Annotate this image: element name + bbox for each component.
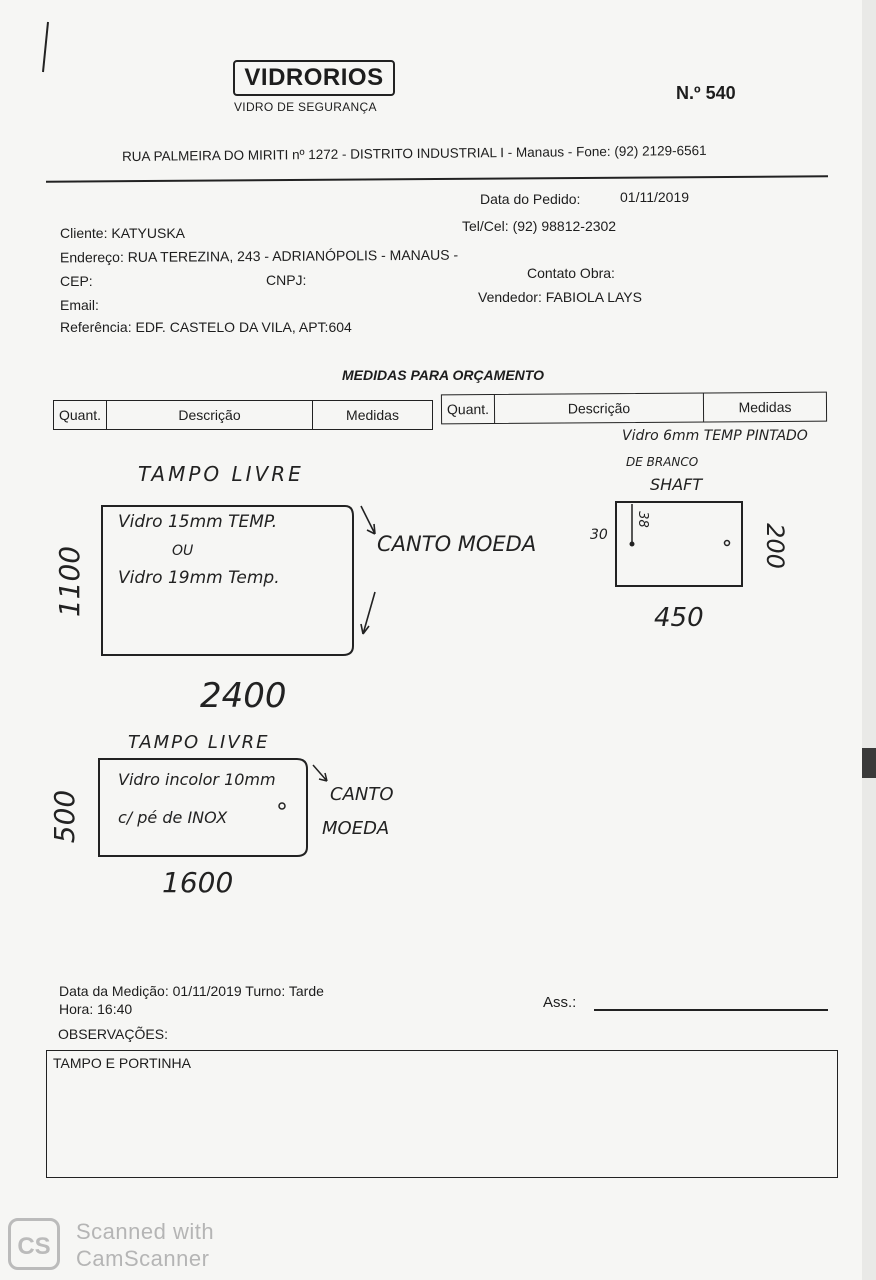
item3-desc-line1: Vidro 6mm TEMP PINTADO	[622, 428, 808, 444]
company-tagline: VIDRO DE SEGURANÇA	[234, 100, 377, 114]
watermark-line2: CamScanner	[76, 1246, 210, 1271]
item3-desc-line3: SHAFT	[650, 475, 703, 494]
item2-width: 1600	[162, 866, 234, 899]
observations-box	[46, 1050, 838, 1178]
item2-corner-note-a: CANTO	[330, 784, 394, 805]
table-header-right	[441, 392, 827, 425]
item2-corner-note-b: MOEDA	[322, 818, 390, 839]
item2-height: 500	[48, 789, 82, 844]
item1-desc-line1: Vidro 15mm TEMP.	[118, 512, 278, 532]
measurement-date: Data da Medição: 01/11/2019 Turno: Tarde	[59, 983, 324, 999]
phone-field: Tel/Cel: (92) 98812-2302	[462, 218, 617, 234]
measurement-hour: Hora: 16:40	[59, 1001, 133, 1017]
item1-desc-line3: Vidro 19mm Temp.	[118, 568, 280, 588]
item1-title: TAMPO LIVRE	[138, 462, 304, 486]
cep-field: CEP:	[60, 273, 93, 289]
observations-label: OBSERVAÇÕES:	[58, 1026, 168, 1042]
header-quantity: Quant.	[442, 395, 495, 423]
item3-offset-x: 30	[590, 527, 608, 543]
order-number: N.º 540	[676, 83, 736, 103]
item3-width: 450	[654, 603, 704, 633]
header-quantity: Quant.	[54, 401, 107, 429]
order-date-label: Data do Pedido:	[480, 191, 581, 207]
email-field: Email:	[60, 297, 99, 313]
client-field: Cliente: KATYUSKA	[60, 225, 186, 241]
observations-text: TAMPO E PORTINHA	[53, 1055, 191, 1071]
header-measures: Medidas	[346, 407, 399, 423]
item2-desc-line2: c/ pé de INOX	[118, 808, 228, 827]
camscanner-logo: CS	[8, 1218, 60, 1270]
item1-width: 2400	[200, 676, 287, 716]
item3-sketch	[610, 498, 750, 590]
page-edge-shadow	[862, 748, 876, 778]
company-logo: VIDRORIOS	[233, 60, 395, 96]
table-title: MEDIDAS PARA ORÇAMENTO	[342, 367, 544, 383]
item3-height: 200	[760, 523, 789, 569]
page-edge	[862, 0, 876, 1280]
contact-field: Contato Obra:	[527, 265, 615, 281]
item1-corner-note: CANTO MOEDA	[377, 532, 537, 556]
header-measures: Medidas	[738, 398, 792, 416]
signature-line	[594, 1009, 828, 1011]
signature-label: Ass.:	[543, 994, 577, 1011]
cnpj-field: CNPJ:	[266, 272, 307, 288]
item1-height: 1100	[53, 545, 87, 618]
item1-desc-line2: OU	[172, 543, 194, 559]
item3-offset-y: 38	[634, 511, 650, 528]
watermark-line1: Scanned with	[76, 1219, 215, 1244]
item3-desc-line2: DE BRANCO	[626, 455, 699, 469]
header-description: Descrição	[107, 401, 313, 429]
seller-field: Vendedor: FABIOLA LAYS	[478, 289, 642, 305]
address-field: Endereço: RUA TEREZINA, 243 - ADRIANÓPOLIS - MANAUS -	[59, 246, 459, 266]
company-address: RUA PALMEIRA DO MIRITI nº 1272 - DISTRITO INDUSTRIAL I - Manaus - Fone: (92) 2129-6561	[121, 142, 707, 165]
table-header-left	[53, 400, 433, 430]
reference-field: Referência: EDF. CASTELO DA VILA, APT:604	[60, 319, 352, 335]
item2-title: TAMPO LIVRE	[128, 732, 270, 753]
item2-desc-line1: Vidro incolor 10mm	[118, 770, 276, 789]
pen-stroke	[36, 18, 56, 78]
order-date-value: 01/11/2019	[620, 189, 690, 205]
header-description: Descrição	[495, 394, 704, 423]
